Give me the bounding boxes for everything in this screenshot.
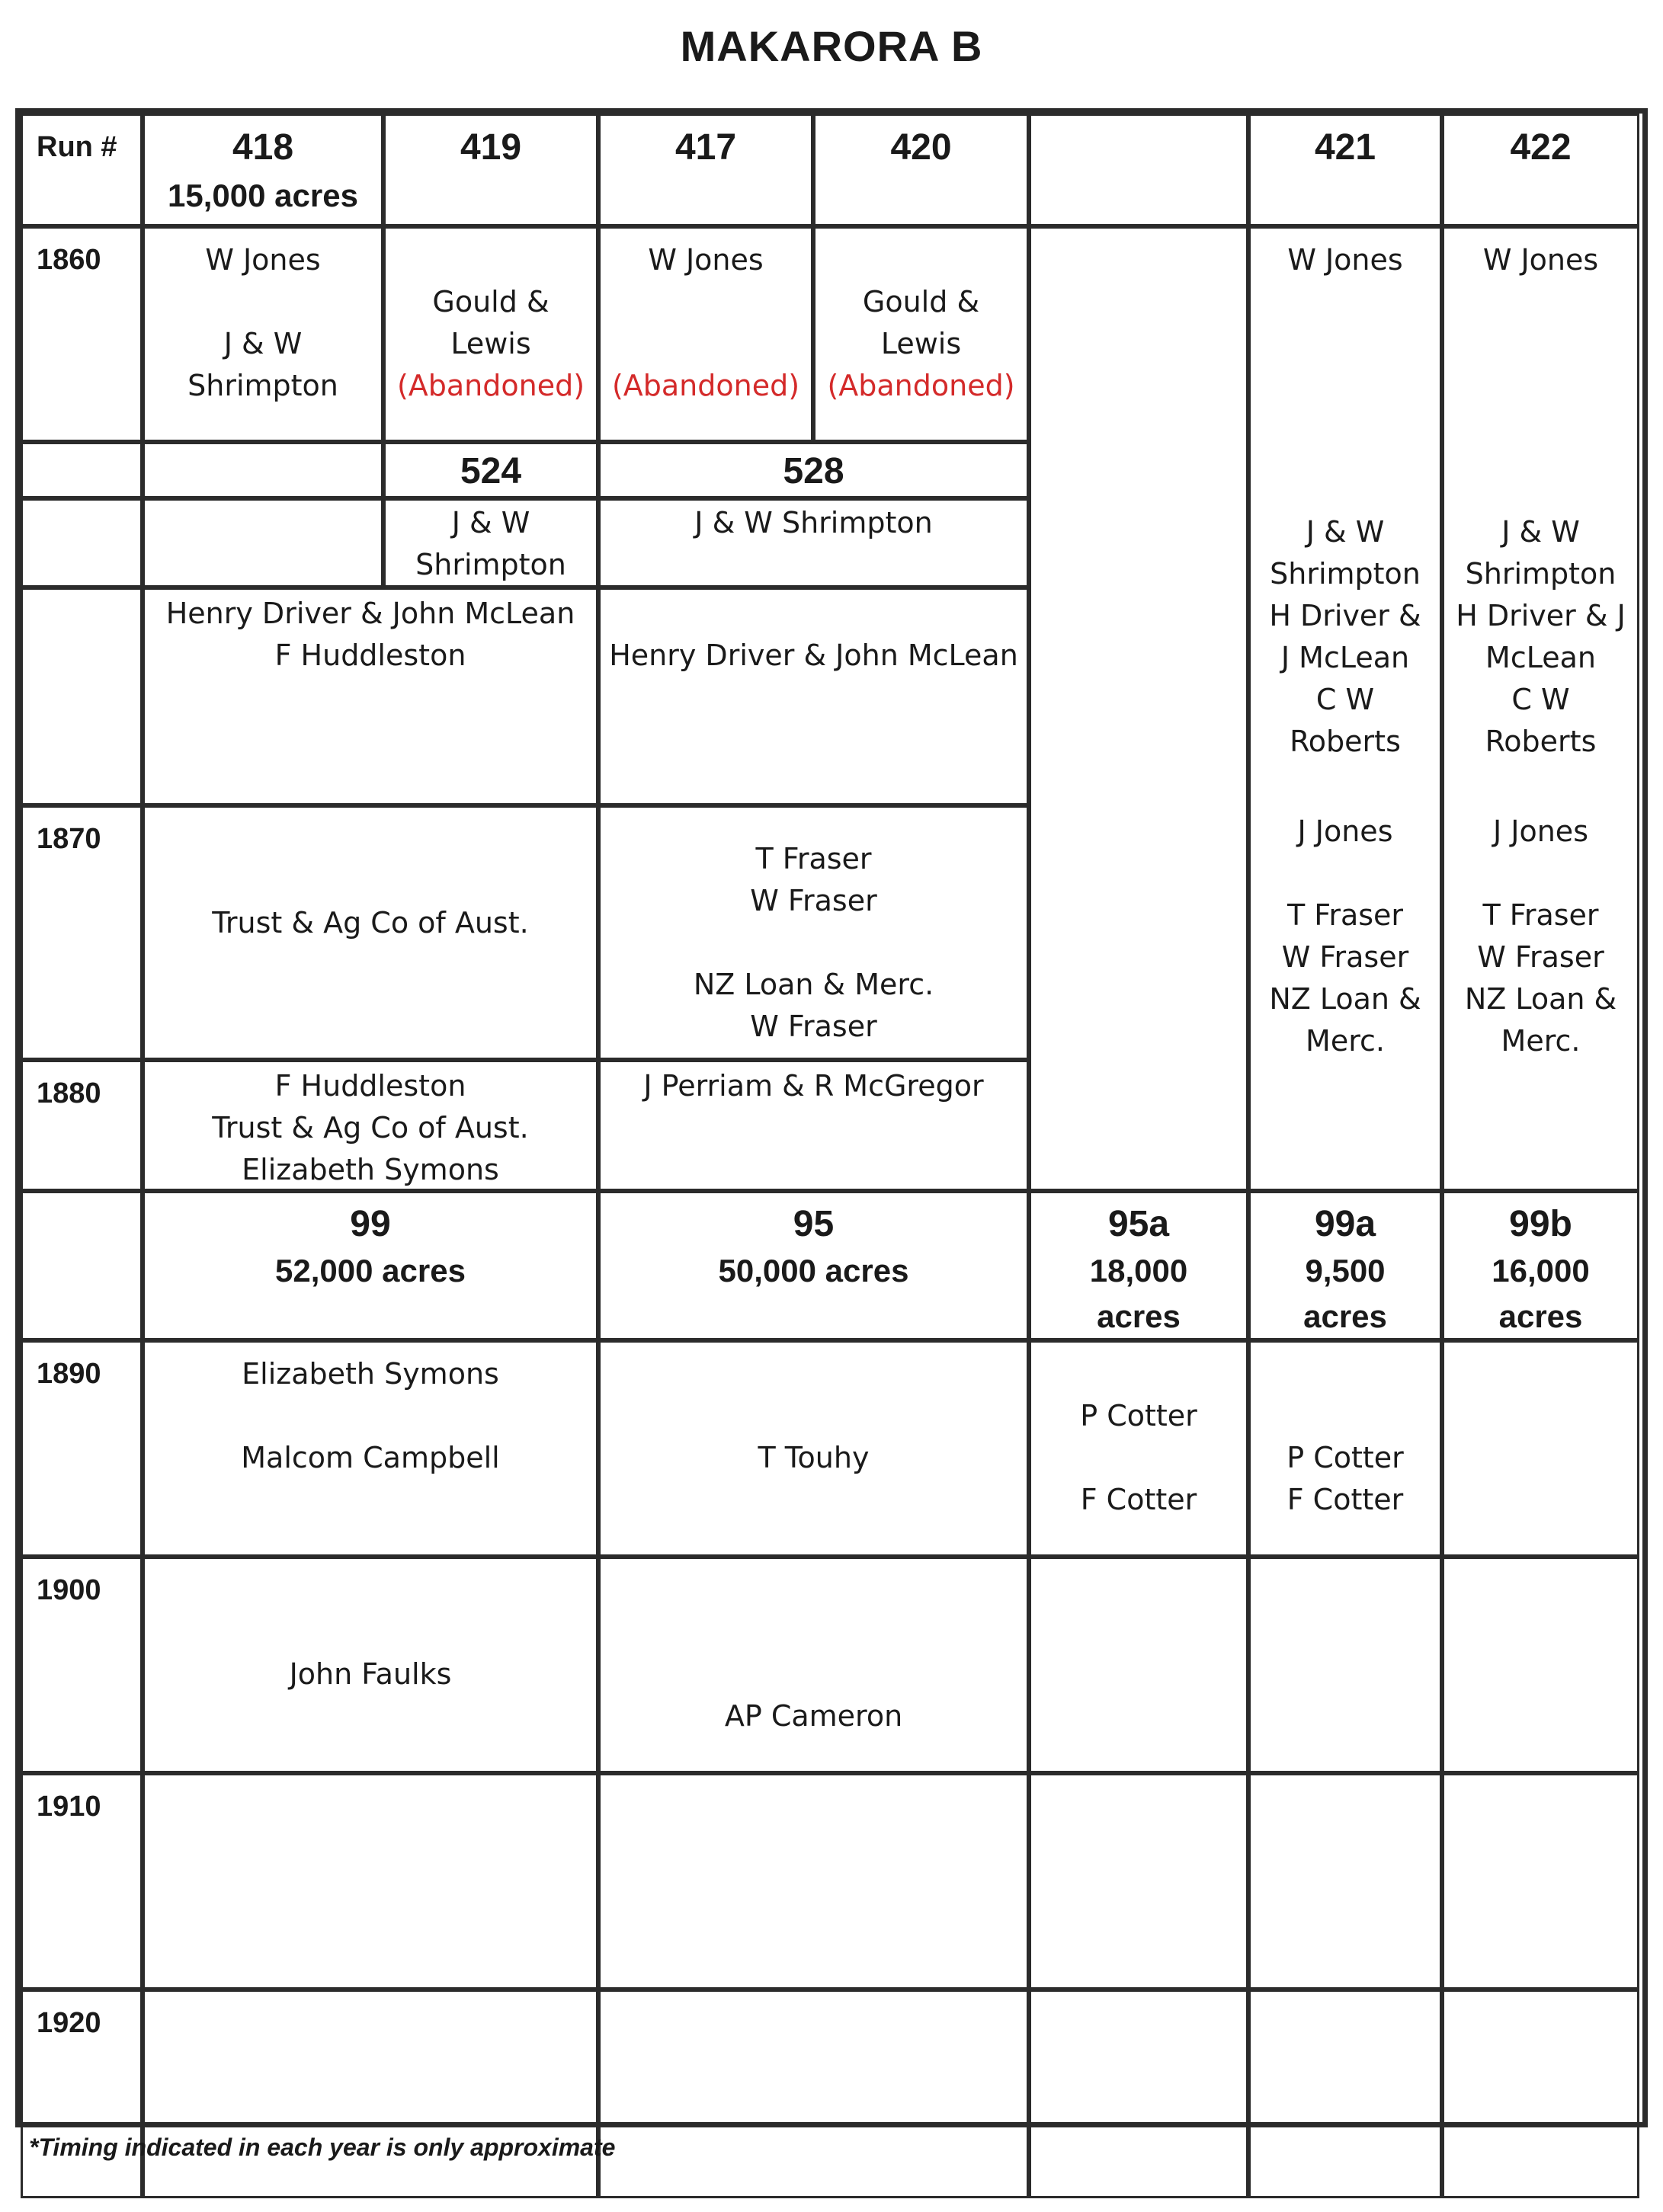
blank-year-cell bbox=[21, 587, 143, 805]
cell-528-driver bbox=[598, 587, 1029, 805]
blank-cell bbox=[143, 498, 383, 587]
run-524-header: 524 bbox=[383, 442, 598, 498]
run-422-number: 422 bbox=[1510, 127, 1572, 168]
owner: NZ Loan & Merc. bbox=[693, 968, 934, 1001]
cell-99-1900 bbox=[143, 1557, 598, 1773]
owner: Elizabeth Symons bbox=[242, 1153, 499, 1186]
owner: J Jones bbox=[1492, 815, 1588, 848]
run-99b-acres: 16,000 bbox=[1492, 1253, 1590, 1288]
owner: H Driver & J bbox=[1456, 599, 1626, 632]
status-abandoned: (Abandoned) bbox=[827, 369, 1015, 402]
run-417-header bbox=[598, 114, 813, 226]
blank-cell bbox=[143, 442, 383, 498]
run-99a-acres-unit: acres bbox=[1303, 1298, 1387, 1334]
owner: Shrimpton bbox=[187, 369, 338, 402]
owner: Henry Driver & John McLean bbox=[165, 597, 575, 630]
run-419-header bbox=[383, 114, 598, 226]
cell-95a-1890 bbox=[1029, 1340, 1248, 1557]
owner: W Jones bbox=[1287, 243, 1403, 277]
owner: W Jones bbox=[648, 243, 764, 277]
year-1910: 1910 bbox=[21, 1773, 143, 1990]
owner: F Cotter bbox=[1080, 1483, 1197, 1516]
run-421-number: 421 bbox=[1314, 127, 1376, 168]
owner: J & W bbox=[223, 327, 303, 360]
owner: T Fraser bbox=[1287, 898, 1404, 932]
owner: F Cotter bbox=[1287, 1483, 1404, 1516]
cell-95-1900 bbox=[598, 1557, 1029, 1773]
owner: W Fraser bbox=[1477, 940, 1604, 974]
owner: McLean bbox=[1485, 641, 1596, 674]
owner: NZ Loan & bbox=[1269, 982, 1421, 1016]
cell-418-524-1880 bbox=[143, 1060, 598, 1191]
run-95a-acres-unit: acres bbox=[1097, 1298, 1181, 1334]
year-1860: 1860 bbox=[21, 226, 143, 442]
status-abandoned: (Abandoned) bbox=[396, 369, 585, 402]
owner: W Jones bbox=[1482, 243, 1599, 277]
cell-99-1890 bbox=[143, 1340, 598, 1557]
run-99b-header bbox=[1442, 1191, 1639, 1340]
cell-99b-1920 bbox=[1442, 1990, 1639, 2198]
cell-95a-1900 bbox=[1029, 1557, 1248, 1773]
cell-95a-1920 bbox=[1029, 1990, 1248, 2198]
run-417-number: 417 bbox=[674, 127, 737, 168]
run-95a-acres: 18,000 bbox=[1089, 1253, 1188, 1288]
owner: J & W bbox=[1306, 515, 1385, 549]
run-99a-number: 99a bbox=[1314, 1204, 1376, 1244]
runs-table bbox=[15, 108, 1648, 2127]
owner: Trust & Ag Co of Aust. bbox=[212, 906, 529, 940]
cell-99a-1910 bbox=[1248, 1773, 1442, 1990]
year-1900: 1900 bbox=[21, 1557, 143, 1773]
owner: Roberts bbox=[1290, 725, 1401, 758]
cell-95-1890 bbox=[598, 1340, 1029, 1557]
run-99a-acres: 9,500 bbox=[1305, 1253, 1386, 1288]
owner: T Fraser bbox=[1482, 898, 1599, 932]
run-99-acres: 52,000 acres bbox=[275, 1253, 466, 1288]
owner: AP Cameron bbox=[724, 1699, 903, 1733]
run-422-header bbox=[1442, 114, 1639, 226]
cell-420-1860 bbox=[813, 226, 1029, 442]
run-528-header: 528 bbox=[598, 442, 1029, 498]
run-95a-header bbox=[1029, 1191, 1248, 1340]
year-1890: 1890 bbox=[21, 1340, 143, 1557]
run-95-acres: 50,000 acres bbox=[718, 1253, 909, 1288]
run-95a-number: 95a bbox=[1107, 1204, 1170, 1244]
cell-99-1910 bbox=[143, 1773, 598, 1990]
cell-528-1870 bbox=[598, 805, 1029, 1060]
run-99b-acres-unit: acres bbox=[1498, 1298, 1583, 1334]
cell-99-1920 bbox=[143, 1990, 598, 2198]
owner: Lewis bbox=[450, 327, 531, 360]
owner: J Jones bbox=[1297, 815, 1393, 848]
owner: Merc. bbox=[1306, 1024, 1385, 1058]
cell-524-shrimpton bbox=[383, 498, 598, 587]
run-420-header bbox=[813, 114, 1029, 226]
owner: T Fraser bbox=[755, 842, 872, 876]
owner: W Fraser bbox=[750, 884, 877, 917]
owner: T Touhy bbox=[758, 1441, 870, 1474]
owner: J & W Shrimpton bbox=[694, 506, 933, 539]
owner: John Faulks bbox=[289, 1657, 452, 1691]
run-99b-number: 99b bbox=[1509, 1204, 1572, 1244]
owner: J & W bbox=[1501, 515, 1580, 549]
owner: W Fraser bbox=[1281, 940, 1409, 974]
owner: P Cotter bbox=[1287, 1441, 1404, 1474]
owner: F Huddleston bbox=[274, 1069, 466, 1103]
run-419-number: 419 bbox=[460, 127, 522, 168]
empty-header bbox=[1029, 114, 1248, 226]
owner: Roberts bbox=[1485, 725, 1597, 758]
owner: Trust & Ag Co of Aust. bbox=[212, 1111, 529, 1144]
year-1920: 1920 bbox=[21, 1990, 143, 2198]
cell-95-1920 bbox=[598, 1990, 1029, 2198]
cell-95-1910 bbox=[598, 1773, 1029, 1990]
owner: H Driver & bbox=[1269, 599, 1421, 632]
run-418-header bbox=[143, 114, 383, 226]
cell-99a-1920 bbox=[1248, 1990, 1442, 2198]
owner: J & W bbox=[451, 506, 530, 539]
cell-95a-1910 bbox=[1029, 1773, 1248, 1990]
cell-418-1860 bbox=[143, 226, 383, 442]
owner: Shrimpton bbox=[1270, 557, 1421, 591]
blank-year-cell bbox=[21, 498, 143, 587]
cell-418-524-driver bbox=[143, 587, 598, 805]
run-95-number: 95 bbox=[793, 1204, 835, 1244]
cell-99b-1910 bbox=[1442, 1773, 1639, 1990]
cell-99a-1900 bbox=[1248, 1557, 1442, 1773]
owner: C W bbox=[1511, 683, 1570, 716]
cell-419-1860 bbox=[383, 226, 598, 442]
year-1870: 1870 bbox=[21, 805, 143, 1060]
cell-99a-1890 bbox=[1248, 1340, 1442, 1557]
owner: Shrimpton bbox=[415, 548, 566, 581]
footnote: *Timing indicated in each year is only approximate bbox=[29, 2134, 616, 2161]
status-abandoned: (Abandoned) bbox=[611, 369, 800, 402]
owner: C W bbox=[1315, 683, 1375, 716]
run-418-acres: 15,000 acres bbox=[168, 178, 358, 213]
owner: W Fraser bbox=[750, 1010, 877, 1043]
run-99-header bbox=[143, 1191, 598, 1340]
run-number-header: Run # bbox=[21, 114, 143, 226]
cell-417-1860 bbox=[598, 226, 813, 442]
owner: Elizabeth Symons bbox=[242, 1357, 499, 1391]
owner: Gould & bbox=[862, 285, 980, 319]
run-418-number: 418 bbox=[232, 127, 294, 168]
owner: Merc. bbox=[1501, 1024, 1581, 1058]
year-1880: 1880 bbox=[21, 1060, 143, 1191]
page-title: MAKARORA B bbox=[680, 22, 983, 70]
owner: W Jones bbox=[205, 243, 321, 277]
cell-421-1860-1880 bbox=[1248, 226, 1442, 1191]
blank-year-cell bbox=[21, 1191, 143, 1340]
run-99-number: 99 bbox=[350, 1204, 391, 1244]
cell-528-1880 bbox=[598, 1060, 1029, 1191]
cell-528-shrimpton bbox=[598, 498, 1029, 587]
run-421-header bbox=[1248, 114, 1442, 226]
owner: J McLean bbox=[1280, 641, 1410, 674]
cell-418-524-1870 bbox=[143, 805, 598, 1060]
owner: F Huddleston bbox=[274, 639, 466, 672]
cell-99b-1900 bbox=[1442, 1557, 1639, 1773]
cell-99b-1890 bbox=[1442, 1340, 1639, 1557]
owner: NZ Loan & bbox=[1464, 982, 1617, 1016]
run-95-header bbox=[598, 1191, 1029, 1340]
blank-year-cell bbox=[21, 442, 143, 498]
owner: P Cotter bbox=[1080, 1399, 1197, 1433]
owner: Shrimpton bbox=[1465, 557, 1617, 591]
run-99a-header bbox=[1248, 1191, 1442, 1340]
cell-422-1860-1880 bbox=[1442, 226, 1639, 1191]
owner: J Perriam & R McGregor bbox=[643, 1069, 984, 1103]
owner: Gould & bbox=[432, 285, 550, 319]
owner: Henry Driver & John McLean bbox=[609, 639, 1018, 672]
owner: Lewis bbox=[880, 327, 962, 360]
empty-column-block bbox=[1029, 226, 1248, 1191]
run-420-number: 420 bbox=[890, 127, 952, 168]
owner: Malcom Campbell bbox=[241, 1441, 500, 1474]
